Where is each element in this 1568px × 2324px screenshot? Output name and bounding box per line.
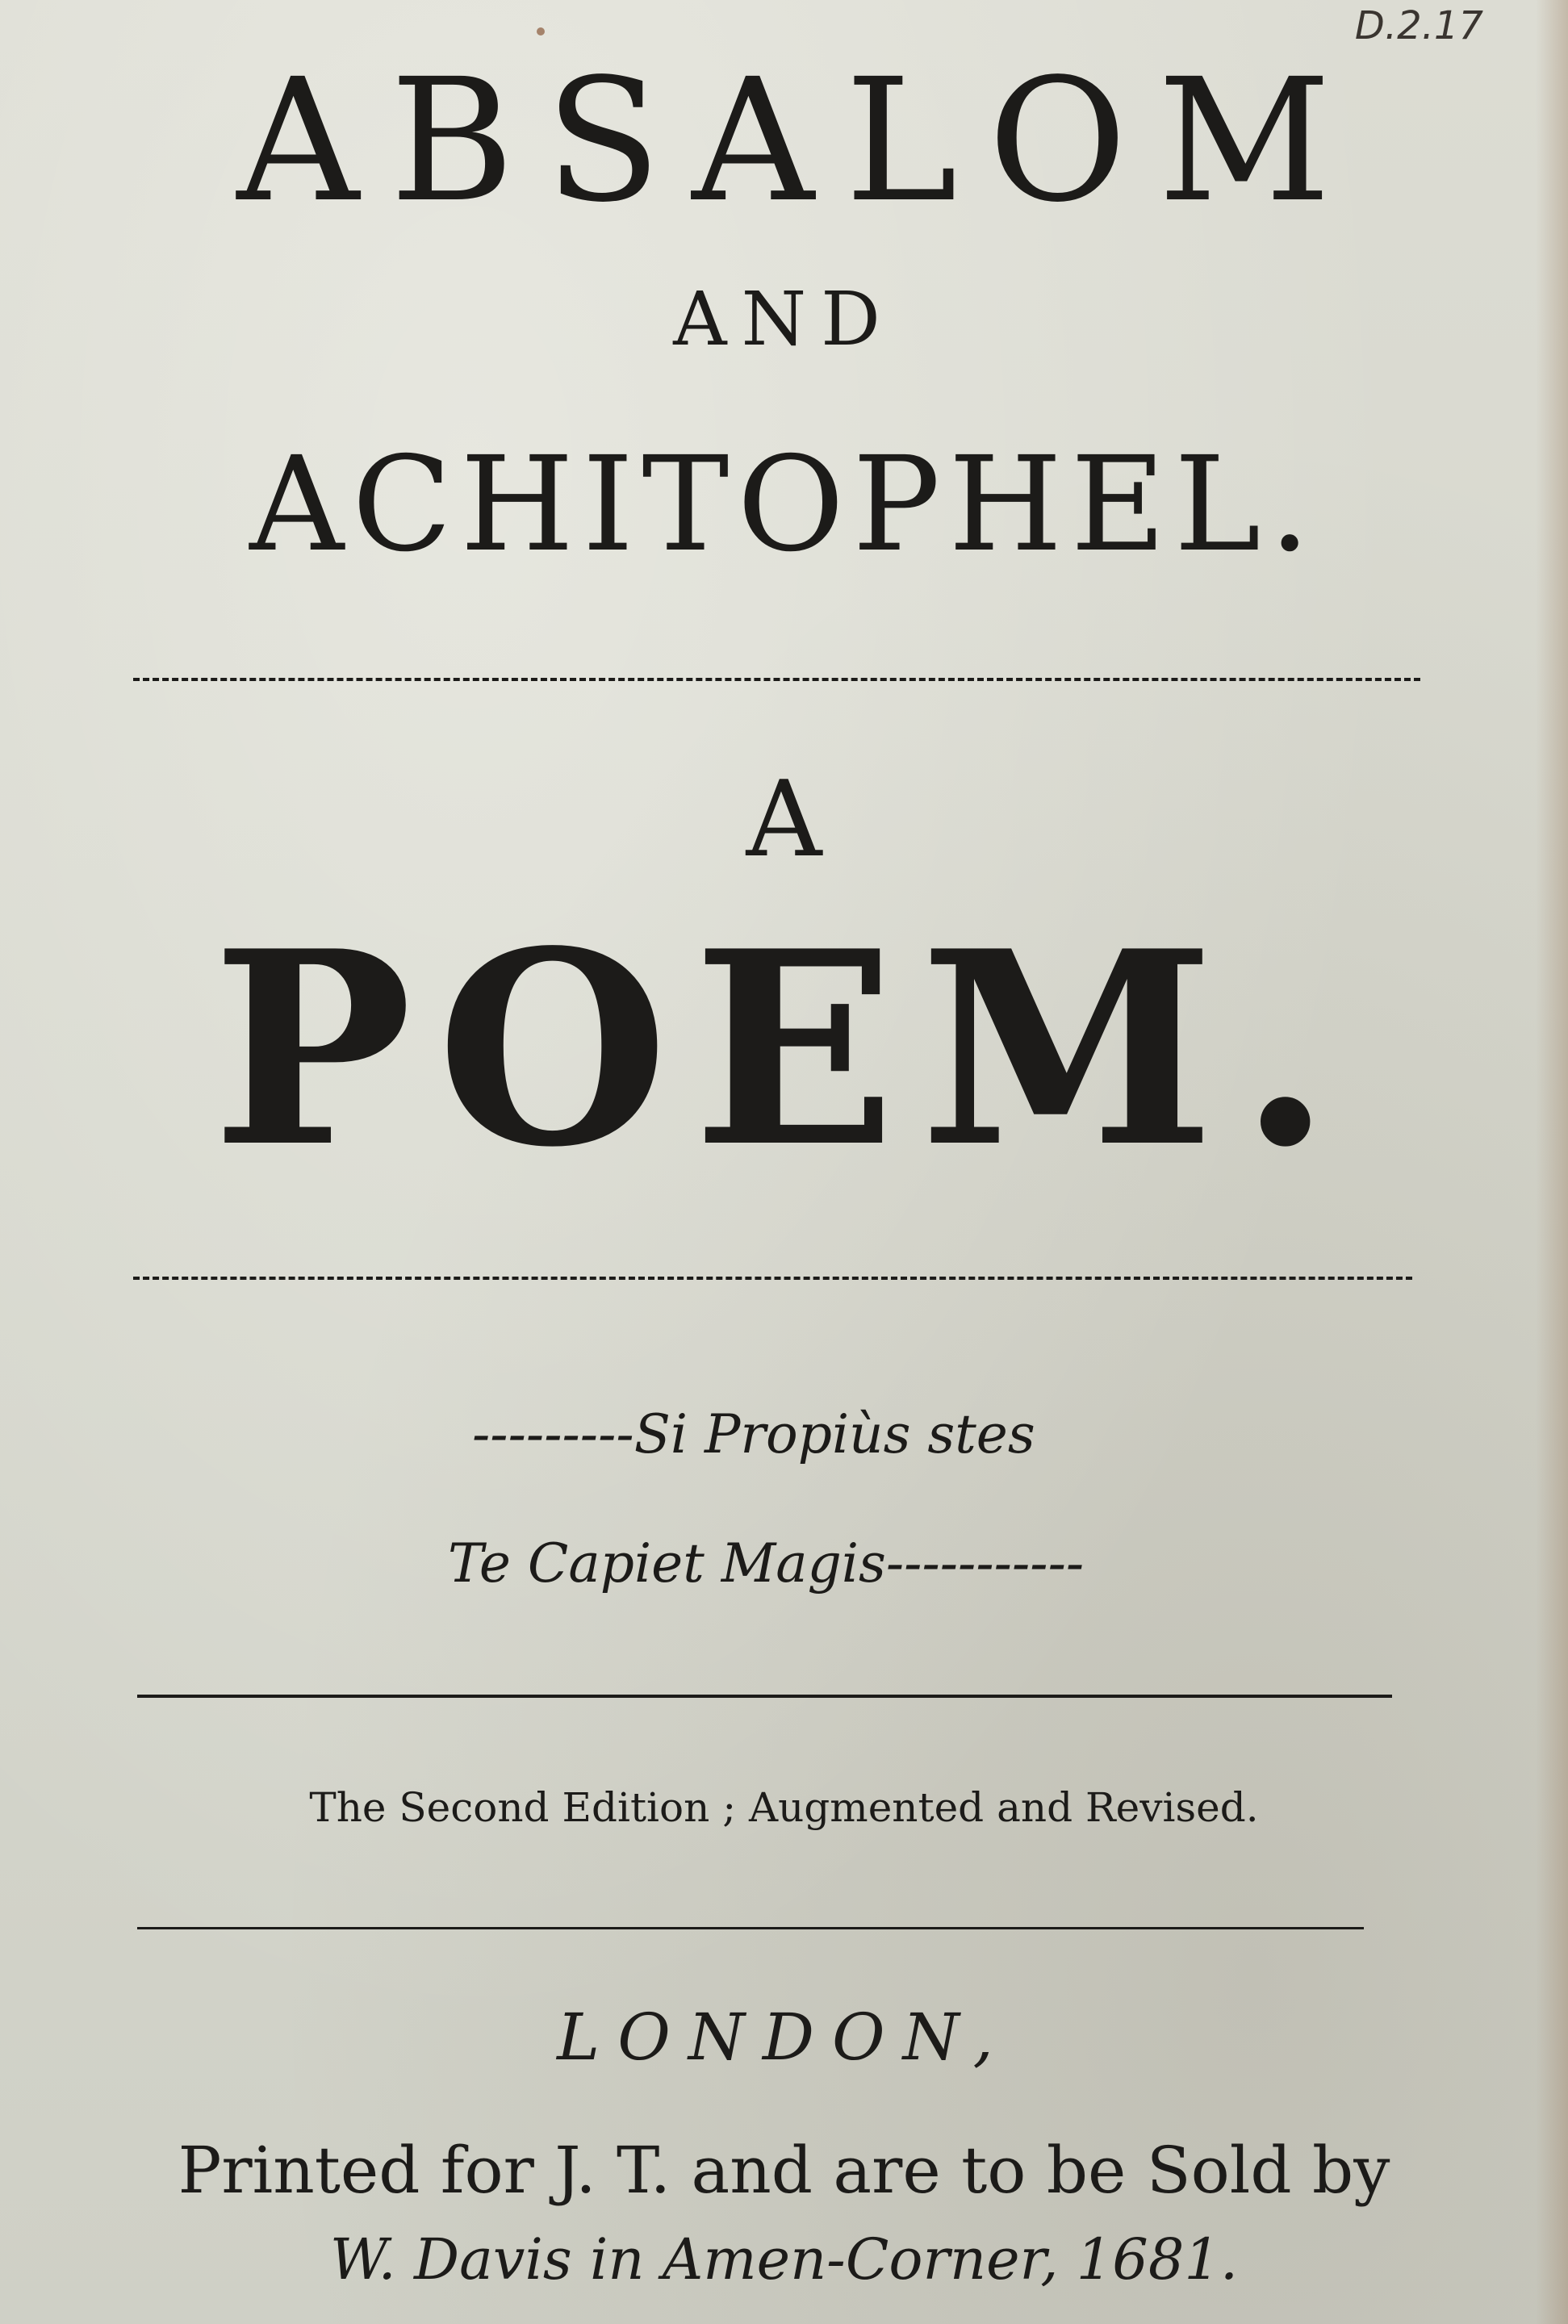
rule-above-edition	[137, 1695, 1392, 1698]
edition-statement: The Second Edition ; Augmented and Revised.	[309, 1784, 1259, 1831]
title-and: AND	[673, 276, 895, 362]
imprint-seller: W. Davis in Amen-Corner, 1681.	[329, 2226, 1239, 2293]
dashed-rule-middle	[133, 1277, 1412, 1280]
title-absalom: ABSALOM	[236, 42, 1362, 240]
imprint-printer: Printed for J. T. and are to be Sold by	[178, 2133, 1390, 2208]
title-achitophel: ACHITOPHEL.	[249, 429, 1319, 581]
handwritten-shelfmark: D.2.17	[1354, 3, 1483, 48]
subtitle-poem: POEM.	[211, 892, 1357, 1206]
dashed-rule-top	[133, 678, 1420, 681]
ink-spot	[537, 27, 545, 36]
rule-below-edition	[137, 1927, 1364, 1929]
imprint-city: LONDON,	[557, 2000, 1011, 2075]
subtitle-a: A	[746, 758, 822, 880]
motto-line-1: ---------Si Propiùs stes	[472, 1403, 1035, 1465]
motto-line-2: Te Capiet Magis-----------	[448, 1532, 1085, 1595]
